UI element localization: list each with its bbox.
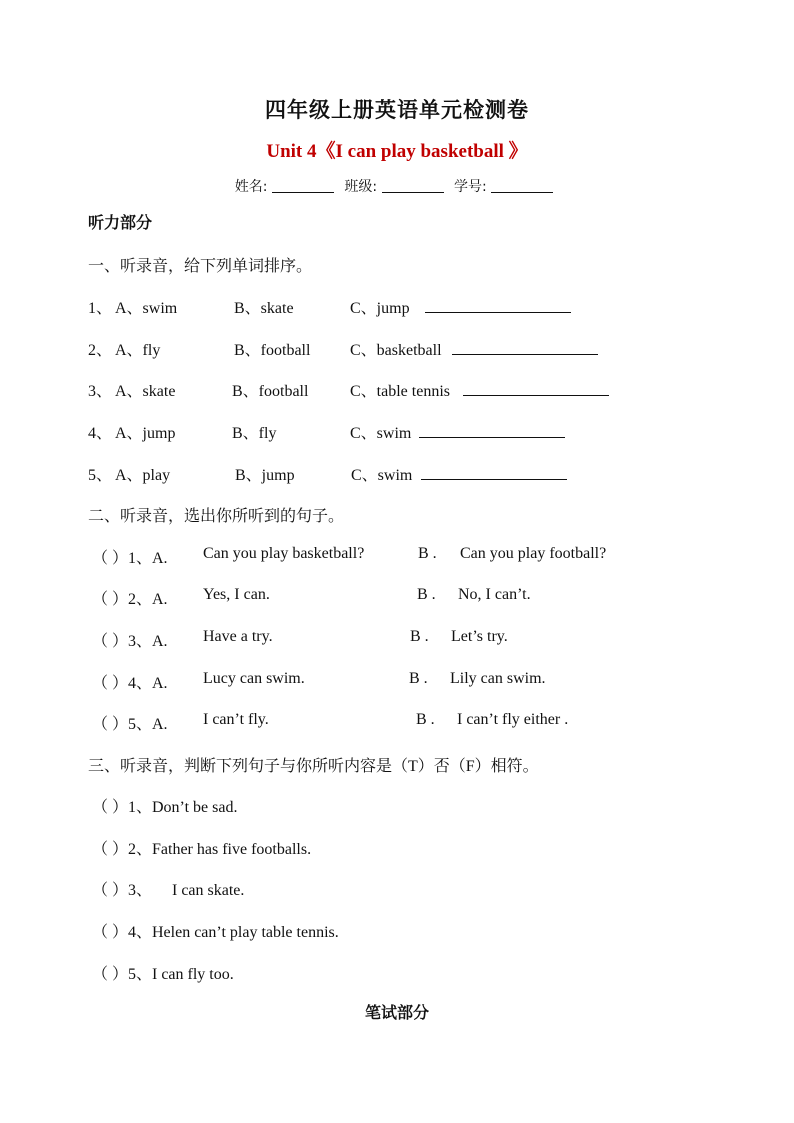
- part3-heading: 三、听录音，判断下列句子与你所听内容是（T）否（F）相符。: [88, 758, 539, 775]
- option-c: C、swim: [350, 425, 412, 442]
- item-number: 3、: [88, 383, 113, 400]
- option-a: A、swim: [115, 300, 178, 317]
- part2-item-4: [88, 670, 708, 694]
- option-b: B、football: [232, 383, 309, 400]
- part2-item-1: [88, 545, 708, 569]
- option-a: Yes, I can.: [203, 586, 270, 603]
- student-info: [0, 176, 794, 196]
- option-b-label: B .: [416, 711, 435, 728]
- option-a: I can’t fly.: [203, 711, 269, 728]
- item-number: 2、: [88, 342, 113, 359]
- option-b: No, I can’t.: [458, 586, 531, 603]
- item-number: 5、: [88, 467, 113, 484]
- part1-item-1: [88, 295, 708, 319]
- student-id-label: 学号:: [454, 179, 487, 195]
- part1-item-5: [88, 462, 708, 486]
- part2-item-3: [88, 628, 708, 652]
- option-a: Can you play basketball?: [203, 545, 365, 562]
- name-field[interactable]: [272, 178, 334, 193]
- option-b: B、fly: [232, 425, 277, 442]
- option-b-label: B .: [417, 586, 436, 603]
- answer-line[interactable]: [421, 462, 567, 480]
- answer-line[interactable]: [452, 337, 598, 355]
- option-b: Can you play football?: [460, 545, 607, 562]
- option-b: I can’t fly either .: [457, 711, 569, 728]
- item-number: （ ）4、A.: [92, 675, 168, 692]
- option-c: C、jump: [350, 300, 410, 317]
- class-label: 班级:: [344, 179, 378, 195]
- part2-heading: 二、听录音，选出你所听到的句子。: [88, 508, 345, 525]
- part2-item-2: [88, 586, 708, 610]
- option-a: A、jump: [115, 425, 176, 442]
- option-b: B、football: [234, 342, 311, 359]
- item-number: 4、: [88, 425, 113, 442]
- page-title: 四年级上册英语单元检测卷: [265, 98, 529, 122]
- part2-item-5: [88, 711, 708, 735]
- option-b-label: B .: [410, 628, 429, 645]
- answer-line[interactable]: [463, 378, 609, 396]
- part3-item-1: （ ）1、Don’t be sad.: [92, 799, 238, 816]
- option-a: A、play: [115, 467, 171, 484]
- option-a: A、skate: [115, 383, 176, 400]
- option-b-label: B .: [418, 545, 437, 562]
- option-b: B、skate: [234, 300, 294, 317]
- name-label: 姓名:: [234, 179, 268, 195]
- part3-item-3: （ ）3、 I can skate.: [92, 882, 245, 899]
- item-number: （ ）5、A.: [92, 716, 168, 733]
- item-number: （ ）3、A.: [92, 633, 168, 650]
- part1-heading: 一、听录音，给下列单词排序。: [88, 258, 313, 275]
- student-id-field[interactable]: [491, 178, 553, 193]
- part1-item-4: [88, 420, 708, 444]
- item-number: （ ）1、A.: [92, 550, 168, 567]
- item-number: （ ）2、A.: [92, 591, 168, 608]
- option-b: B、jump: [235, 467, 295, 484]
- listening-section-label: 听力部分: [88, 215, 153, 232]
- unit-subtitle: Unit 4《I can play basketball 》: [266, 141, 528, 162]
- answer-line[interactable]: [419, 420, 565, 438]
- part3-item-5: （ ）5、I can fly too.: [92, 966, 234, 983]
- class-field[interactable]: [382, 178, 444, 193]
- part1-item-3: [88, 378, 708, 402]
- part3-item-4: （ ）4、Helen can’t play table tennis.: [92, 924, 339, 941]
- option-a: A、fly: [115, 342, 161, 359]
- option-b: Lily can swim.: [450, 670, 546, 687]
- writing-section-label: 笔试部分: [364, 1005, 429, 1022]
- part1-item-2: [88, 337, 708, 361]
- option-a: Have a try.: [203, 628, 273, 645]
- option-c: C、table tennis: [350, 383, 450, 400]
- option-c: C、swim: [351, 467, 413, 484]
- option-b-label: B .: [409, 670, 428, 687]
- option-a: Lucy can swim.: [203, 670, 305, 687]
- option-c: C、basketball: [350, 342, 442, 359]
- item-number: 1、: [88, 300, 113, 317]
- answer-line[interactable]: [425, 295, 571, 313]
- part3-item-2: （ ）2、Father has five footballs.: [92, 841, 312, 858]
- option-b: Let’s try.: [451, 628, 508, 645]
